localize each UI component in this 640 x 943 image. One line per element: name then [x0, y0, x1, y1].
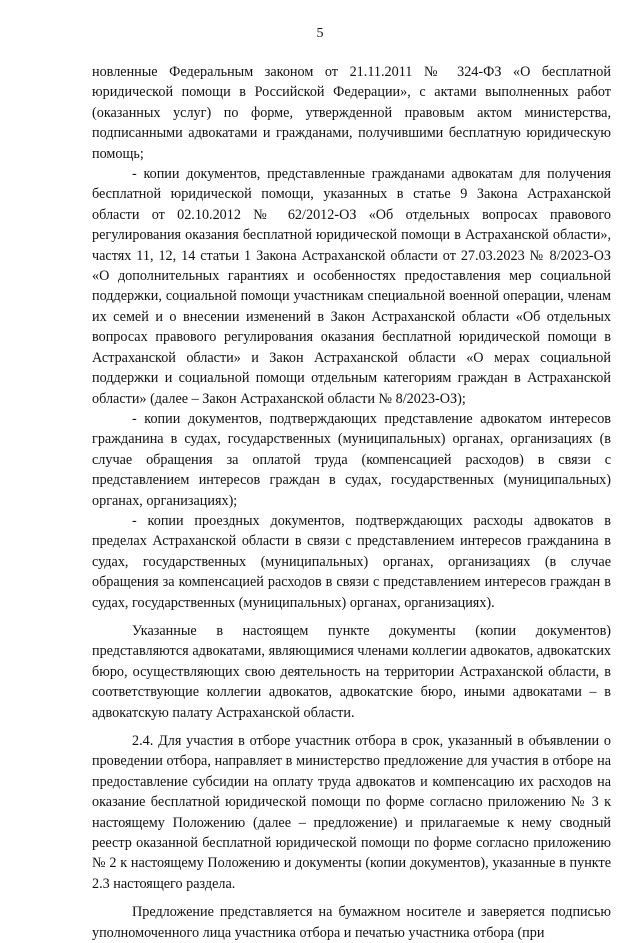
paragraph-submission-note: Указанные в настоящем пункте документы (копии документов) представляются адвокатами, являющимися членами коллегии адвокатов, адвокатских бюро, осуществляющих свою деятельность на территории Астраханской области, в соответствующие коллегии адвокатов, адвокатские бюро, иными адвокатами – в адвокатскую палату Астраханской области. — [92, 622, 611, 721]
paragraph-list-item-documents: - копии документов, представленные гражданами адвокатам для получения бесплатной юридической помощи, указанных в статье 9 Закона Астраханской области от 02.10.2012 № 62/2012-ОЗ «Об отдельных вопросах правового регулирования оказания бесплатной юридической помощи в Астраханской области», частях 11, 12, 14 статьи 1 Закона Астраханской области от 27.03.2023 № 8/2023-ОЗ «О дополнительных гарантиях и особенностях предоставления мер социальной поддержки, социальной помощи участникам специальной военной операции, членам их семей и о внесении изменений в Закон Астраханской области «Об отдельных вопросах правового регулирования оказания бесплатной юридической помощи в Астраханской области» и Закон Астраханской области «О мерах социальной поддержки и социальной помощи отдельным категориям граждан в Астраханской области» (далее – Закон Астраханской области № 8/2023-ОЗ); — [92, 166, 611, 407]
paragraph-section-2-4: 2.4. Для участия в отборе участник отбора в срок, указанный в объявлении о проведении отбора, направляет в министерство предложение для участия в отборе на предоставление субсидии на оплату труда адвокатов и компенсацию их расходов на оказание бесплатной юридической помощи по форме согласно приложению № 3 к настоящему Положению (далее – предложение) и прилагаемые к нему сводный реестр оказанной бесплатной юридической помощи по форме согласно приложению № 2 к настоящему Положению и документы (копии документов), указанные в пункте 2.3 настоящего раздела. — [92, 733, 611, 892]
page-number: 5 — [316, 26, 324, 41]
paragraph-list-item-travel: - копии проездных документов, подтверждающих расходы адвокатов в пределах Астраханской области в связи с представлением интересов гражданина в судах, государственных (муниципальных) органах, организациях (в случае обращения за компенсацией расходов в связи с представлением интересов граждан в судах, государственных (муниципальных) органах, организациях). — [92, 512, 611, 611]
paragraph-proposal-format: Предложение представляется на бумажном носителе и заверяется подписью уполномоченного лица участника отбора и печатью участника отбора (при — [92, 904, 611, 941]
paragraph-list-item-representation: - копии документов, подтверждающих представление адвокатом интересов гражданина в судах, государственных (муниципальных) органах, организациях (в случае обращения за оплатой труда (компенсацией расходов) в связи с представлением интересов граждан в судах, государственных (муниципальных) органах, организациях); — [92, 410, 611, 509]
document-body — [92, 62, 611, 943]
paragraph-continuation: новленные Федеральным законом от 21.11.2011 № 324-ФЗ «О бесплатной юридической помощи в Российской Федерации», с актами выполненных работ (оказанных услуг) по форме, утвержденной правовым актом министерства, подписанными адвокатами и гражданами, получившими бесплатную юридическую помощь; — [92, 64, 611, 162]
